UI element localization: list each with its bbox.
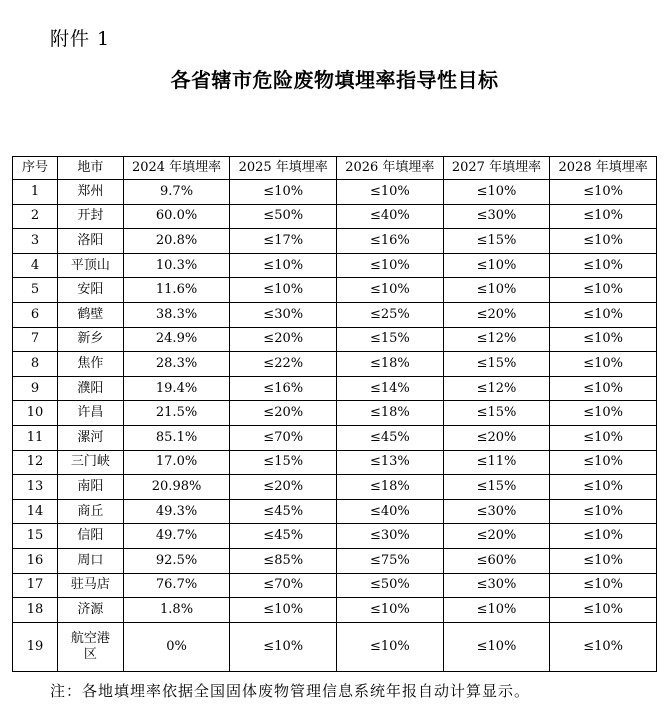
cell-index: 16 — [13, 548, 58, 573]
table-row — [13, 229, 657, 254]
table-row — [13, 204, 657, 229]
cell-index: 6 — [13, 302, 58, 327]
cell-2026: ≤15% — [337, 327, 444, 352]
table-row — [13, 352, 657, 377]
cell-2024: 11.6% — [123, 278, 230, 303]
cell-index: 10 — [13, 401, 58, 426]
cell-index: 17 — [13, 573, 58, 598]
cell-2024: 49.3% — [123, 499, 230, 524]
cell-2028: ≤10% — [550, 499, 657, 524]
cell-2025: ≤20% — [230, 475, 337, 500]
cell-2026: ≤30% — [337, 524, 444, 549]
attachment-label: 附件 1 — [50, 28, 111, 50]
cell-city: 南阳 — [58, 475, 124, 500]
cell-2026: ≤13% — [337, 450, 444, 475]
table-row — [13, 499, 657, 524]
cell-2024: 17.0% — [123, 450, 230, 475]
cell-2026: ≤10% — [337, 253, 444, 278]
cell-2024: 1.8% — [123, 598, 230, 623]
cell-city: 郑州 — [58, 180, 124, 205]
cell-2024: 20.8% — [123, 229, 230, 254]
cell-city: 洛阳 — [58, 229, 124, 254]
cell-2028: ≤10% — [550, 425, 657, 450]
cell-2025: ≤10% — [230, 622, 337, 671]
table-body — [13, 180, 657, 672]
table-row — [13, 376, 657, 401]
cell-2026: ≤40% — [337, 204, 444, 229]
cell-2026: ≤16% — [337, 229, 444, 254]
header-2024: 2024 年填埋率 — [123, 157, 230, 180]
table-header-row — [13, 157, 657, 180]
cell-2025: ≤85% — [230, 548, 337, 573]
cell-2024: 60.0% — [123, 204, 230, 229]
cell-city: 周口 — [58, 548, 124, 573]
cell-2024: 76.7% — [123, 573, 230, 598]
cell-2025: ≤10% — [230, 598, 337, 623]
document-title: 各省辖市危险废物填埋率指导性目标 — [170, 68, 499, 92]
table-row — [13, 450, 657, 475]
table-row — [13, 302, 657, 327]
cell-2026: ≤18% — [337, 352, 444, 377]
cell-index: 11 — [13, 425, 58, 450]
cell-2024: 85.1% — [123, 425, 230, 450]
cell-2025: ≤20% — [230, 327, 337, 352]
table-row — [13, 327, 657, 352]
cell-2025: ≤45% — [230, 524, 337, 549]
table-row — [13, 425, 657, 450]
header-index: 序号 — [13, 157, 58, 180]
header-city: 地市 — [58, 157, 124, 180]
cell-2028: ≤10% — [550, 278, 657, 303]
cell-2027: ≤20% — [443, 302, 550, 327]
cell-2027: ≤20% — [443, 425, 550, 450]
cell-2027: ≤10% — [443, 278, 550, 303]
cell-2026: ≤40% — [337, 499, 444, 524]
cell-2028: ≤10% — [550, 327, 657, 352]
cell-2024: 10.3% — [123, 253, 230, 278]
cell-2024: 28.3% — [123, 352, 230, 377]
cell-2025: ≤17% — [230, 229, 337, 254]
cell-2025: ≤10% — [230, 180, 337, 205]
table-row — [13, 253, 657, 278]
cell-2024: 92.5% — [123, 548, 230, 573]
cell-2027: ≤20% — [443, 524, 550, 549]
cell-2025: ≤50% — [230, 204, 337, 229]
cell-city: 漯河 — [58, 425, 124, 450]
cell-city: 平顶山 — [58, 253, 124, 278]
landfill-rate-table — [12, 156, 657, 672]
cell-2025: ≤45% — [230, 499, 337, 524]
cell-2027: ≤10% — [443, 253, 550, 278]
cell-2028: ≤10% — [550, 475, 657, 500]
cell-2025: ≤10% — [230, 253, 337, 278]
cell-2025: ≤70% — [230, 425, 337, 450]
cell-2025: ≤16% — [230, 376, 337, 401]
cell-2028: ≤10% — [550, 204, 657, 229]
cell-2024: 20.98% — [123, 475, 230, 500]
cell-2027: ≤30% — [443, 573, 550, 598]
cell-2028: ≤10% — [550, 253, 657, 278]
table-row — [13, 278, 657, 303]
cell-2028: ≤10% — [550, 180, 657, 205]
cell-2024: 9.7% — [123, 180, 230, 205]
cell-2027: ≤60% — [443, 548, 550, 573]
cell-city: 济源 — [58, 598, 124, 623]
cell-city: 新乡 — [58, 327, 124, 352]
cell-city: 三门峡 — [58, 450, 124, 475]
cell-2024: 19.4% — [123, 376, 230, 401]
cell-index: 1 — [13, 180, 58, 205]
cell-2026: ≤10% — [337, 278, 444, 303]
cell-city: 航空港区 — [58, 622, 124, 671]
cell-2028: ≤10% — [550, 548, 657, 573]
cell-city: 开封 — [58, 204, 124, 229]
cell-2026: ≤25% — [337, 302, 444, 327]
cell-city: 商丘 — [58, 499, 124, 524]
cell-2026: ≤18% — [337, 475, 444, 500]
cell-2027: ≤11% — [443, 450, 550, 475]
cell-2027: ≤15% — [443, 475, 550, 500]
table-row — [13, 598, 657, 623]
cell-2028: ≤10% — [550, 622, 657, 671]
cell-city: 濮阳 — [58, 376, 124, 401]
cell-2027: ≤10% — [443, 598, 550, 623]
cell-2027: ≤30% — [443, 499, 550, 524]
cell-2025: ≤70% — [230, 573, 337, 598]
cell-2027: ≤15% — [443, 352, 550, 377]
cell-city: 许昌 — [58, 401, 124, 426]
table-row — [13, 573, 657, 598]
footnote: 注：各地填埋率依据全国固体废物管理信息系统年报自动计算显示。 — [50, 682, 531, 700]
cell-index: 14 — [13, 499, 58, 524]
cell-index: 18 — [13, 598, 58, 623]
cell-2028: ≤10% — [550, 573, 657, 598]
cell-2025: ≤15% — [230, 450, 337, 475]
cell-2028: ≤10% — [550, 598, 657, 623]
cell-index: 2 — [13, 204, 58, 229]
cell-2026: ≤50% — [337, 573, 444, 598]
cell-index: 9 — [13, 376, 58, 401]
table-row — [13, 180, 657, 205]
cell-city: 安阳 — [58, 278, 124, 303]
cell-2028: ≤10% — [550, 401, 657, 426]
cell-2027: ≤12% — [443, 376, 550, 401]
cell-2026: ≤10% — [337, 598, 444, 623]
cell-index: 13 — [13, 475, 58, 500]
cell-index: 15 — [13, 524, 58, 549]
cell-city: 信阳 — [58, 524, 124, 549]
cell-2028: ≤10% — [550, 302, 657, 327]
cell-2024: 24.9% — [123, 327, 230, 352]
header-2026: 2026 年填埋率 — [337, 157, 444, 180]
cell-2027: ≤15% — [443, 229, 550, 254]
cell-city: 驻马店 — [58, 573, 124, 598]
table-row — [13, 622, 657, 671]
table-row — [13, 524, 657, 549]
cell-index: 3 — [13, 229, 58, 254]
cell-2027: ≤30% — [443, 204, 550, 229]
cell-2024: 0% — [123, 622, 230, 671]
cell-2028: ≤10% — [550, 450, 657, 475]
cell-2026: ≤10% — [337, 180, 444, 205]
cell-index: 19 — [13, 622, 58, 671]
cell-index: 8 — [13, 352, 58, 377]
header-2025: 2025 年填埋率 — [230, 157, 337, 180]
table-row — [13, 475, 657, 500]
header-2027: 2027 年填埋率 — [443, 157, 550, 180]
cell-2026: ≤45% — [337, 425, 444, 450]
cell-2027: ≤12% — [443, 327, 550, 352]
cell-city: 焦作 — [58, 352, 124, 377]
header-2028: 2028 年填埋率 — [550, 157, 657, 180]
cell-2026: ≤75% — [337, 548, 444, 573]
cell-2024: 49.7% — [123, 524, 230, 549]
cell-2024: 38.3% — [123, 302, 230, 327]
cell-2025: ≤10% — [230, 278, 337, 303]
cell-2025: ≤30% — [230, 302, 337, 327]
cell-2026: ≤10% — [337, 622, 444, 671]
cell-index: 5 — [13, 278, 58, 303]
cell-index: 12 — [13, 450, 58, 475]
cell-index: 4 — [13, 253, 58, 278]
cell-2025: ≤22% — [230, 352, 337, 377]
cell-2028: ≤10% — [550, 376, 657, 401]
cell-2024: 21.5% — [123, 401, 230, 426]
cell-2027: ≤10% — [443, 622, 550, 671]
cell-2026: ≤18% — [337, 401, 444, 426]
cell-2028: ≤10% — [550, 229, 657, 254]
cell-2028: ≤10% — [550, 352, 657, 377]
cell-index: 7 — [13, 327, 58, 352]
table-row — [13, 401, 657, 426]
cell-2027: ≤10% — [443, 180, 550, 205]
cell-2026: ≤14% — [337, 376, 444, 401]
cell-2025: ≤20% — [230, 401, 337, 426]
cell-2028: ≤10% — [550, 524, 657, 549]
cell-2027: ≤15% — [443, 401, 550, 426]
cell-city: 鹤壁 — [58, 302, 124, 327]
table-row — [13, 548, 657, 573]
